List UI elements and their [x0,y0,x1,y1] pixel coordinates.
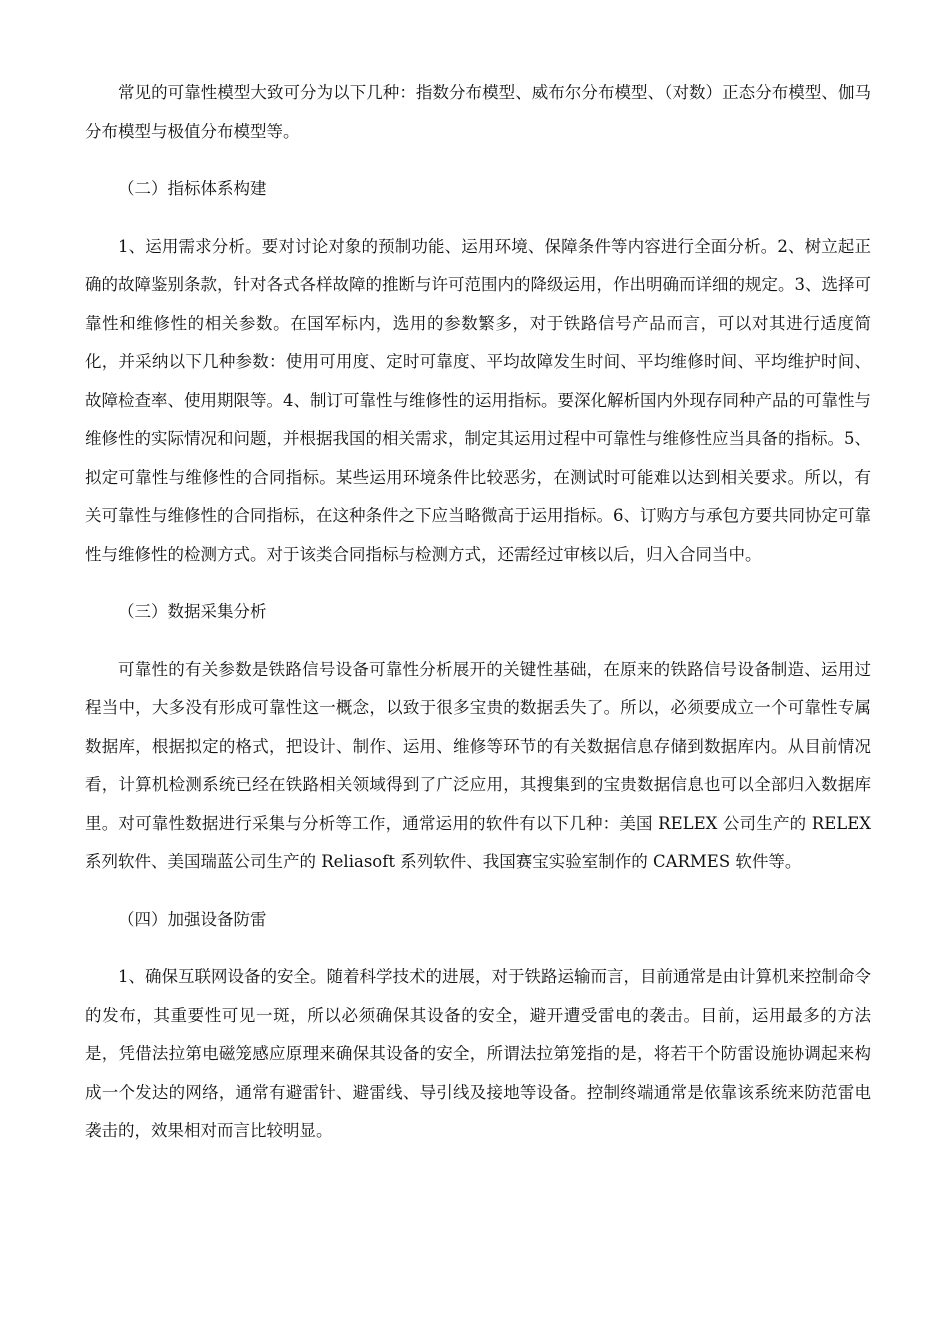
paragraph-data-collection: 可靠性的有关参数是铁路信号设备可靠性分析展开的关键性基础，在原来的铁路信号设备制造、运用过程当中，大多没有形成可靠性这一概念，以致于很多宝贵的数据丢失了。所以，必须要成立一个可靠性专属数据库，根据拟定的格式，把设计、制作、运用、维修等环节的有关数据信息存储到数据库内。从目前情况看，计算机检测系统已经在铁路相关领域得到了广泛应用，其搜集到的宝贵数据信息也可以全部归入数据库里。对可靠性数据进行采集与分析等工作，通常运用的软件有以下几种：美国 RELEX 公司生产的 RELEX 系列软件、美国瑞蓝公司生产的 Reliasoft 系列软件、我国赛宝实验室制作的 CARMES 软件等。 [85,659,871,871]
paragraph-lightning-protection: 1、确保互联网设备的安全。随着科学技术的进展，对于铁路运输而言，目前通常是由计算机来控制命令的发布，其重要性可见一斑，所以必须确保其设备的安全，避开遭受雷电的袭击。目前，运用最多的方法是，凭借法拉第电磁笼感应原理来确保其设备的安全，所谓法拉第笼指的是，将若干个防雷设施协调起来构成一个发达的网络，通常有避雷针、避雷线、导引线及接地等设备。控制终端通常是依靠该系统来防范雷电袭击的，效果相对而言比较明显。 [85,967,871,1140]
section-heading-lightning-protection: （四）加强设备防雷 [118,909,267,929]
document-page [85,74,871,1170]
section-heading-indicator-system: （二）指标体系构建 [118,179,267,198]
paragraph-indicator-system: 1、运用需求分析。要对讨论对象的预制功能、运用环境、保障条件等内容进行全面分析。2、树立起正确的故障鉴别条款，针对各式各样故障的推断与许可范围内的降级运用，作出明确而详细的规定。3、选择可靠性和维修性的相关参数。在国军标内，选用的参数繁多，对于铁路信号产品而言，可以对其进行适度简化，并采纳以下几种参数：使用可用度、定时可靠度、平均故障发生时间、平均维修时间、平均维护时间、故障检查率、使用期限等。4、制订可靠性与维修性的运用指标。要深化解析国内外现存同种产品的可靠性与维修性的实际情况和问题，并根据我国的相关需求，制定其运用过程中可靠性与维修性应当具备的指标。5、拟定可靠性与维修性的合同指标。某些运用环境条件比较恶劣，在测试时可能难以达到相关要求。所以，有关可靠性与维修性的合同指标，在这种条件之下应当略微高于运用指标。6、订购方与承包方要共同协定可靠性与维修性的检测方式。对于该类合同指标与检测方式，还需经过审核以后，归入合同当中。 [85,236,871,564]
section-heading-data-collection: （三）数据采集分析 [118,602,267,621]
paragraph-reliability-models: 常见的可靠性模型大致可分为以下几种：指数分布模型、威布尔分布模型、（对数）正态分布模型、伽马分布模型与极值分布模型等。 [85,83,871,141]
